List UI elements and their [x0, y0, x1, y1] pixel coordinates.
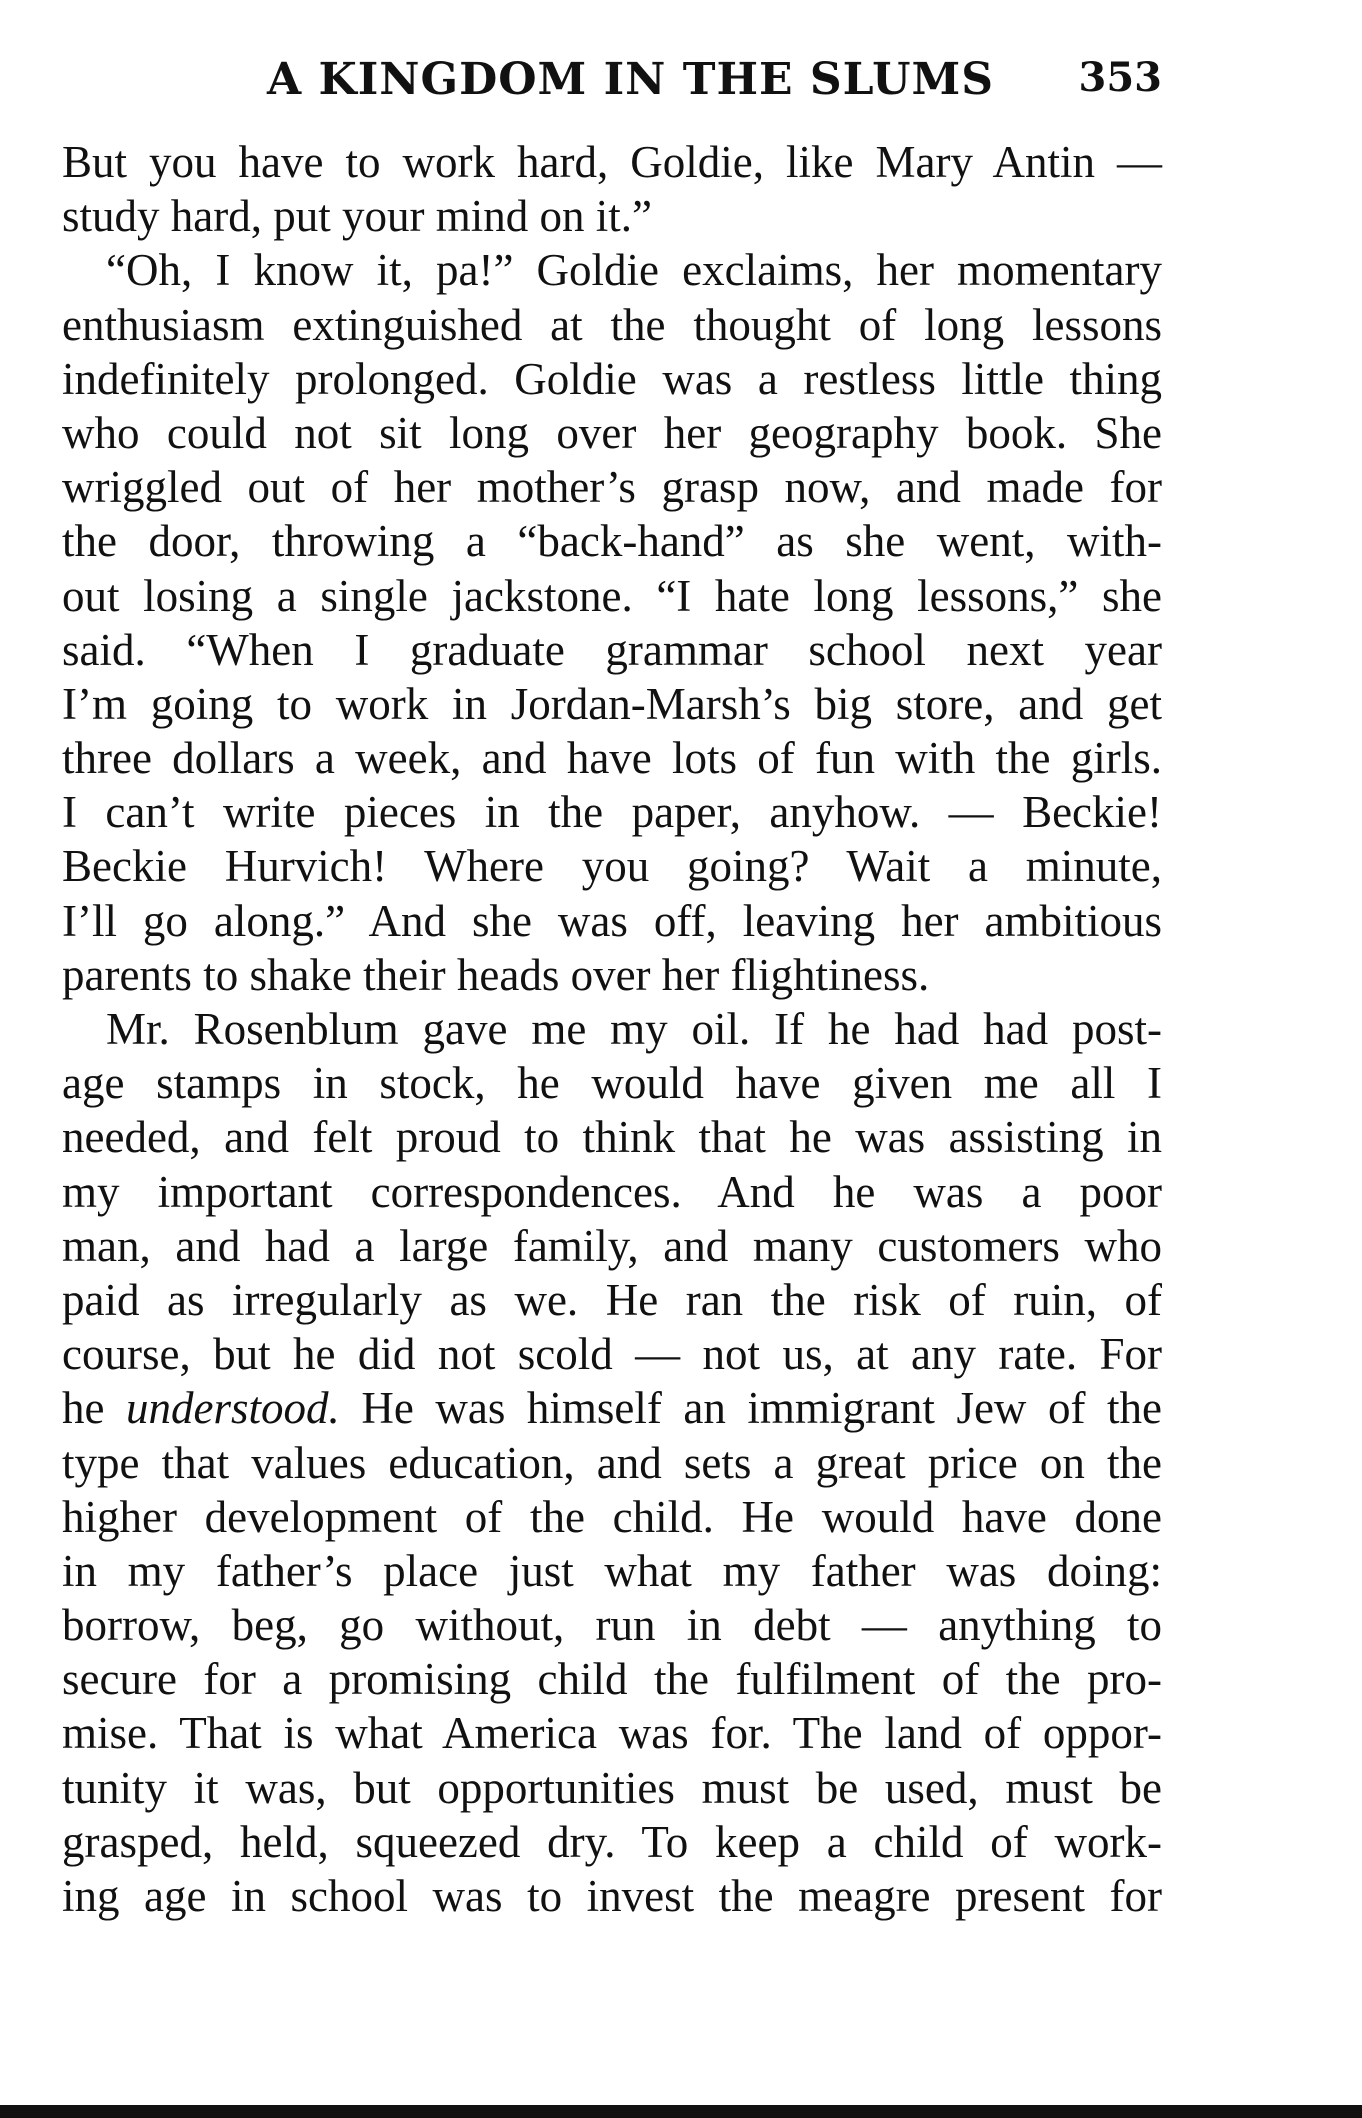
- text-line: who could not sit long over her geography book. She: [62, 407, 1162, 458]
- text-line: in my father’s place just what my father was doing:: [62, 1545, 1162, 1596]
- text-line: said. “When I graduate grammar school next year: [62, 624, 1162, 675]
- running-title: A KINGDOM IN THE SLUMS: [267, 54, 995, 105]
- text-line: I’m going to work in Jordan-Marsh’s big store, and get: [62, 678, 1162, 729]
- text-line: Mr. Rosenblum gave me my oil. If he had had post-: [106, 1004, 1162, 1054]
- text-line: mise. That is what America was for. The land of oppor-: [62, 1708, 1162, 1759]
- running-head: [62, 50, 1162, 110]
- paragraph-1: [62, 135, 1162, 243]
- text-line-with-italic: [62, 1381, 1162, 1435]
- text-line: man, and had a large family, and many customers who: [62, 1220, 1162, 1271]
- text-line: I can’t write pieces in the paper, anyhow. — Beckie!: [62, 787, 1162, 838]
- text-line: enthusiasm extinguished at the thought of long lessons: [62, 299, 1162, 350]
- text-line: needed, and felt proud to think that he was assisting in: [62, 1112, 1162, 1163]
- italic-emphasis: understood.: [126, 1383, 340, 1434]
- text-line: wriggled out of her mother’s grasp now, and made for: [62, 462, 1162, 513]
- text-line: But you have to work hard, Goldie, like Mary Antin —: [62, 137, 1162, 187]
- text-line: “Oh, I know it, pa!” Goldie exclaims, her momentary: [106, 245, 1162, 296]
- text-line: borrow, beg, go without, run in debt — anything to: [62, 1600, 1162, 1651]
- text-line: three dollars a week, and have lots of fun with the girls.: [62, 733, 1162, 784]
- text-segment: He was himself an immigrant Jew of the: [339, 1383, 1162, 1434]
- text-line: paid as irregularly as we. He ran the risk of ruin, of: [62, 1274, 1162, 1325]
- text-line: out losing a single jackstone. “I hate long lessons,” she: [62, 570, 1162, 621]
- text-line: parents to shake their heads over her flightiness.: [62, 949, 930, 1000]
- text-line: type that values education, and sets a great price on the: [62, 1437, 1162, 1488]
- text-line: secure for a promising child the fulfilment of the pro-: [62, 1654, 1162, 1705]
- paragraph-2: [62, 243, 1162, 1002]
- text-line: study hard, put your mind on it.”: [62, 191, 652, 242]
- text-line: Beckie Hurvich! Where you going? Wait a minute,: [62, 841, 1162, 892]
- paragraph-3: [62, 1002, 1162, 1923]
- text-line: ing age in school was to invest the meagre present for: [62, 1871, 1162, 1921]
- text-segment: he: [62, 1383, 127, 1434]
- text-line: higher development of the child. He would have done: [62, 1491, 1162, 1542]
- text-line: grasped, held, squeezed dry. To keep a child of work-: [62, 1816, 1162, 1867]
- text-line: the door, throwing a “back-hand” as she went, with-: [62, 516, 1162, 567]
- text-line: course, but he did not scold — not us, at any rate. For: [62, 1329, 1162, 1380]
- text-line: I’ll go along.” And she was off, leaving her ambitious: [62, 895, 1162, 946]
- text-line: indefinitely prolonged. Goldie was a restless little thing: [62, 353, 1162, 404]
- page-number: 353: [1078, 54, 1162, 101]
- text-line: tunity it was, but opportunities must be used, must be: [62, 1762, 1162, 1813]
- text-line: age stamps in stock, he would have given me all I: [62, 1058, 1162, 1109]
- scan-edge-border: [0, 2105, 1362, 2118]
- text-line: my important correspondences. And he was a poor: [62, 1166, 1162, 1217]
- body-text: [62, 135, 1162, 1923]
